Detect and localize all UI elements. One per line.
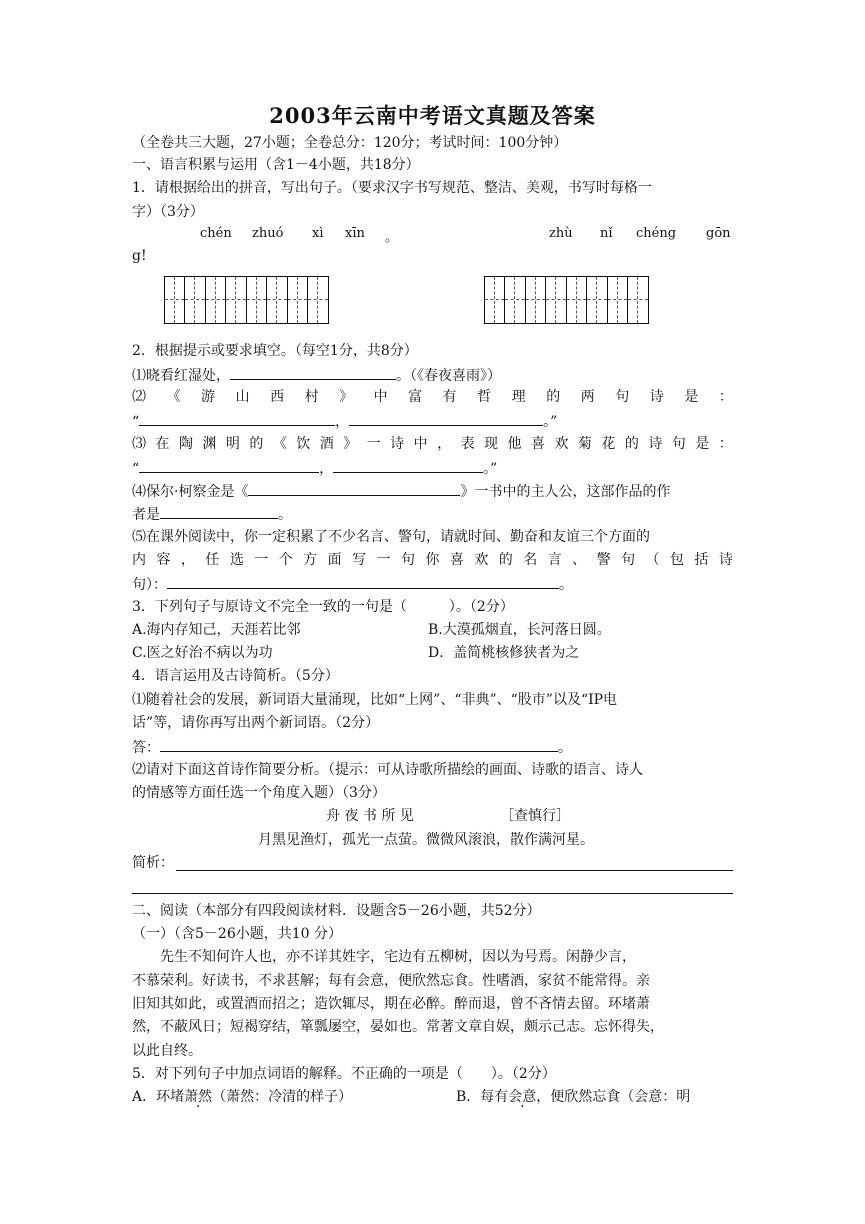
justified-char: 句 xyxy=(621,552,636,568)
exam-info: （全卷共三大题，27小题；全卷总分：120分；考试时间：100分钟） xyxy=(132,135,568,151)
justified-char: 饮 xyxy=(296,436,311,452)
justified-char: 方 xyxy=(303,552,318,568)
question-4-1-line1: ⑴随着社会的发展，新词语大量涌现，比如“上网”、“非典”、“股市”以及“IP电 xyxy=(132,692,618,708)
pinyin-tail: g! xyxy=(132,248,147,264)
page-title: 2003年云南中考语文真题及答案 xyxy=(269,103,596,128)
pinyin-word: xīn xyxy=(345,226,365,241)
justified-char: 村 xyxy=(304,389,319,405)
pinyin-word: zhù xyxy=(549,226,573,241)
pinyin-word: gōn xyxy=(706,226,731,241)
justified-char: 欢 xyxy=(554,436,569,452)
dotted-word: 会意 xyxy=(508,1089,537,1105)
justified-char: 的 xyxy=(498,552,513,568)
answer-blank[interactable] xyxy=(349,410,543,426)
justified-char: 喜 xyxy=(530,436,545,452)
justified-char: 酒 xyxy=(319,436,334,452)
pinyin-word: chéng xyxy=(636,226,677,241)
justified-char: 任 xyxy=(205,552,220,568)
answer-blank[interactable] xyxy=(333,457,483,473)
justified-char: 面 xyxy=(327,552,342,568)
option-d: D．盖简桃核修狭者为之 xyxy=(428,645,580,661)
answer-line[interactable] xyxy=(132,893,733,894)
justified-char: 的 xyxy=(249,436,264,452)
justified-char: ⑶ xyxy=(132,436,146,452)
justified-char: 《 xyxy=(272,436,287,452)
justified-char: 诗 xyxy=(390,436,405,452)
justified-char: 渊 xyxy=(202,436,217,452)
dotted-word: 萧然 xyxy=(184,1089,213,1105)
justified-char: ⑵ xyxy=(132,389,146,405)
question-5-option-a: A．环堵萧然（萧然：冷清的样子） xyxy=(132,1089,353,1105)
justified-char: 欢 xyxy=(474,552,489,568)
question-2-1: ⑴晓看红湿处， 。（《春夜喜雨》） xyxy=(132,364,501,386)
question-1-line2: 字）（3分） xyxy=(132,204,204,220)
justified-char: 现 xyxy=(484,436,499,452)
question-3: 3．下列句子与原诗文不完全一致的一句是（ ）。（2分） xyxy=(132,599,514,615)
justified-char: 的 xyxy=(546,389,561,405)
question-2-2 xyxy=(132,387,733,407)
passage-line: 旧知其如此，或置酒而招之；造饮辄尽，期在必醉。醉而退，曾不吝情去留。环堵萧 xyxy=(132,996,650,1012)
question-2: 2．根据提示或要求填空。（每空1分，共8分） xyxy=(132,343,418,359)
question-5: 5．对下列句子中加点词语的解释。不正确的一项是（ ）。（2分） xyxy=(132,1066,556,1082)
justified-char: 选 xyxy=(229,552,244,568)
justified-char: 他 xyxy=(507,436,522,452)
justified-char: 你 xyxy=(425,552,440,568)
justified-char: 容 xyxy=(156,552,171,568)
justified-char: 括 xyxy=(694,552,709,568)
justified-char: 一 xyxy=(366,436,381,452)
analysis-label: 简析： xyxy=(132,855,174,871)
justified-char: 警 xyxy=(596,552,611,568)
answer-line[interactable] xyxy=(176,870,733,871)
justified-char: 明 xyxy=(225,436,240,452)
justified-char: 句 xyxy=(615,389,630,405)
subsection-heading: （一）（含5－26小题，共10 分） xyxy=(132,926,342,942)
question-4-2-line2: 的情感等方面任选一个角度入题）（3分） xyxy=(132,785,386,801)
justified-char: 两 xyxy=(580,389,595,405)
pinyin-word: nǐ xyxy=(600,226,613,241)
justified-char: 包 xyxy=(669,552,684,568)
justified-char: 在 xyxy=(155,436,170,452)
answer-blank[interactable] xyxy=(160,736,558,752)
justified-char: （ xyxy=(645,552,660,568)
justified-char: 理 xyxy=(511,389,526,405)
justified-char: 诗 xyxy=(718,552,733,568)
justified-char: ， xyxy=(437,436,452,452)
question-2-4: ⑷保尔·柯察金是《 》一书中的主人公，这部作品的作 xyxy=(132,480,670,502)
justified-char: 中 xyxy=(413,436,428,452)
justified-char: 》 xyxy=(339,389,354,405)
answer-blank[interactable] xyxy=(160,503,278,519)
question-2-5-line2 xyxy=(132,550,733,570)
justified-char: 、 xyxy=(572,552,587,568)
justified-char: 山 xyxy=(235,389,250,405)
justified-char: 花 xyxy=(601,436,616,452)
passage-line: 先生不知何许人也，亦不详其姓字，宅边有五柳树，因以为号焉。闲静少言， xyxy=(132,949,636,965)
passage-line: 以此自终。 xyxy=(132,1043,202,1059)
justified-char: 句 xyxy=(400,552,415,568)
justified-char: 诗 xyxy=(649,389,664,405)
question-2-5-line3: 句）： 。 xyxy=(132,573,573,595)
justified-char: 有 xyxy=(442,389,457,405)
question-4-1-answer: 答： 。 xyxy=(132,736,572,758)
justified-char: 是 xyxy=(684,389,699,405)
justified-char: 》 xyxy=(343,436,358,452)
justified-char: 写 xyxy=(352,552,367,568)
section-heading-1: 一、语言积累与运用（含1－4小题，共18分） xyxy=(132,157,420,173)
answer-blank[interactable] xyxy=(139,457,319,473)
pinyin-word: xì xyxy=(312,226,324,241)
justified-char: 陶 xyxy=(178,436,193,452)
justified-char: 诗 xyxy=(648,436,663,452)
justified-char: ： xyxy=(718,389,733,405)
question-4-2-line1: ⑵请对下面这首诗作简要分析。（提示：可从诗歌所描绘的画面、诗歌的语言、诗人 xyxy=(132,762,643,778)
question-2-4-line2: 者是 。 xyxy=(132,503,292,525)
justified-char: 游 xyxy=(201,389,216,405)
justified-char: 喜 xyxy=(449,552,464,568)
writing-grid-left[interactable] xyxy=(164,276,329,324)
justified-char: 名 xyxy=(523,552,538,568)
justified-char: 个 xyxy=(278,552,293,568)
question-5-option-b: B．每有会意，便欣然忘食（会意：明 xyxy=(456,1089,691,1105)
poem-text: 月黑见渔灯，孤光一点萤。微微风滚浪，散作满河星。 xyxy=(258,832,594,848)
question-2-3-blanks: “ ， 。” xyxy=(132,457,497,479)
justified-char: 一 xyxy=(376,552,391,568)
justified-char: 内 xyxy=(132,552,146,568)
justified-char: ： xyxy=(718,436,733,452)
justified-char: 是 xyxy=(695,436,710,452)
justified-char: 的 xyxy=(624,436,639,452)
question-2-5-line1: ⑸在课外阅读中，你一定积累了不少名言、警句，请就时间、勤奋和友谊三个方面的 xyxy=(132,529,650,545)
justified-char: 一 xyxy=(254,552,269,568)
pinyin-word: 。 xyxy=(385,230,399,245)
answer-blank[interactable] xyxy=(248,480,460,496)
answer-blank[interactable] xyxy=(230,364,396,380)
justified-char: 富 xyxy=(408,389,423,405)
justified-char: 句 xyxy=(671,436,686,452)
question-4-1-line2: 话”等，请你再写出两个新词语。（2分） xyxy=(132,715,380,731)
justified-char: 中 xyxy=(373,389,388,405)
passage-line: 然，不蔽风日；短褐穿结，箪瓢屡空，晏如也。常著文章自娱，颇示己志。忘怀得失， xyxy=(132,1019,664,1035)
answer-blank[interactable] xyxy=(139,410,335,426)
justified-char: 《 xyxy=(166,389,181,405)
justified-char: ， xyxy=(180,552,195,568)
passage-line: 不慕荣利。好读书，不求甚解；每有会意，便欣然忘食。性嗜酒，家贫不能常得。亲 xyxy=(132,973,650,989)
question-4: 4．语言运用及古诗简析。（5分） xyxy=(132,668,339,684)
justified-char: 表 xyxy=(460,436,475,452)
answer-blank[interactable] xyxy=(167,573,559,589)
justified-char: 哲 xyxy=(477,389,492,405)
option-b: B.大漠孤烟直，长河落日圆。 xyxy=(428,622,611,638)
question-2-3 xyxy=(132,434,733,454)
poem-title: 舟 夜 书 所 见 xyxy=(326,808,414,824)
pinyin-word: chén xyxy=(200,226,232,241)
pinyin-word: zhuó xyxy=(252,226,284,241)
section-heading-2: 二、阅读（本部分有四段阅读材料．设题含5－26小题，共52分） xyxy=(132,903,541,919)
justified-char: 菊 xyxy=(577,436,592,452)
question-2-2-blanks: “ ， 。” xyxy=(132,410,557,432)
option-c: C.医之好治不病以为功 xyxy=(132,645,273,661)
justified-char: 言 xyxy=(547,552,562,568)
question-1-line1: 1．请根据给出的拼音，写出句子。（要求汉字书写规范、整洁、美观，书写时每格一 xyxy=(132,180,652,196)
option-a: A.海内存知己，天涯若比邻 xyxy=(132,622,301,638)
justified-char: 西 xyxy=(270,389,285,405)
poem-author: ［查慎行］ xyxy=(500,808,570,824)
writing-grid-right[interactable] xyxy=(484,276,649,324)
